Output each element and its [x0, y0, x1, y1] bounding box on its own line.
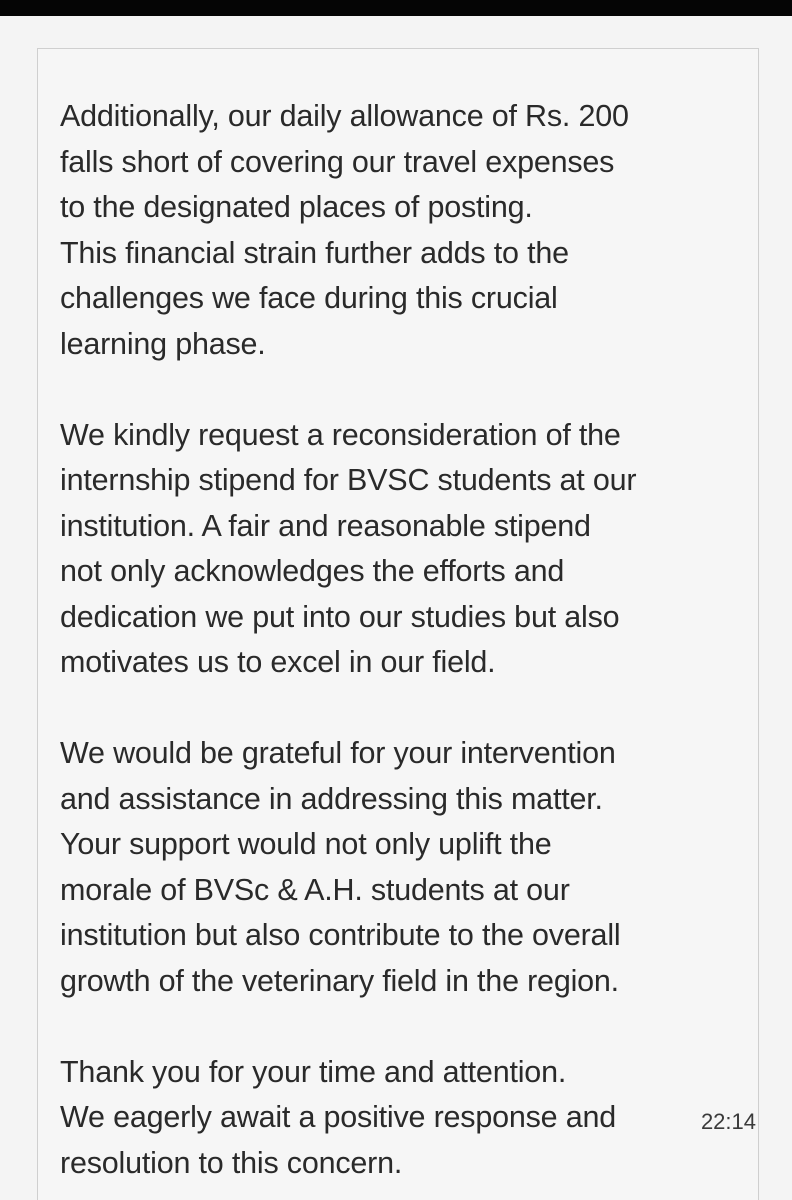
message-text — [60, 94, 750, 1200]
message-line: falls short of covering our travel expenses — [60, 144, 615, 179]
message-line: resolution to this concern. — [60, 1145, 403, 1180]
message-line: We would be grateful for your intervention — [60, 736, 616, 770]
message-timestamp: 22:14 — [700, 1109, 756, 1134]
message-line: internship stipend for BVSC students at our — [60, 463, 637, 497]
message-line: We kindly request a reconsideration of the — [60, 417, 621, 452]
message-paragraph — [60, 731, 750, 1004]
message-paragraph — [60, 413, 750, 686]
message-line: dedication we put into our studies but also — [60, 599, 620, 634]
message-bubble[interactable] — [37, 48, 759, 1200]
status-bar — [0, 0, 792, 16]
message-paragraph — [60, 1050, 750, 1187]
message-line: Additionally, our daily allowance of Rs. 200 — [60, 99, 629, 133]
message-line: Your support would not only uplift the — [60, 827, 552, 861]
message-line: to the designated places of posting. — [60, 190, 533, 224]
message-line: morale of BVSc & A.H. students at our — [60, 872, 570, 907]
message-line: institution. A fair and reasonable stipend — [60, 508, 591, 543]
message-line: and assistance in addressing this matter. — [60, 781, 603, 816]
message-line: learning phase. — [60, 326, 266, 361]
message-paragraph — [60, 94, 750, 367]
message-line: Thank you for your time and attention. — [60, 1054, 567, 1089]
message-line: institution but also contribute to the overall — [60, 918, 621, 952]
message-line: growth of the veterinary field in the region. — [60, 963, 619, 998]
message-line: motivates us to excel in our field. — [60, 645, 496, 679]
message-line: We eagerly await a positive response and — [60, 1100, 617, 1134]
message-line: not only acknowledges the efforts and — [60, 554, 565, 588]
message-line: challenges we face during this crucial — [60, 281, 558, 315]
message-line: This financial strain further adds to the — [60, 235, 569, 270]
